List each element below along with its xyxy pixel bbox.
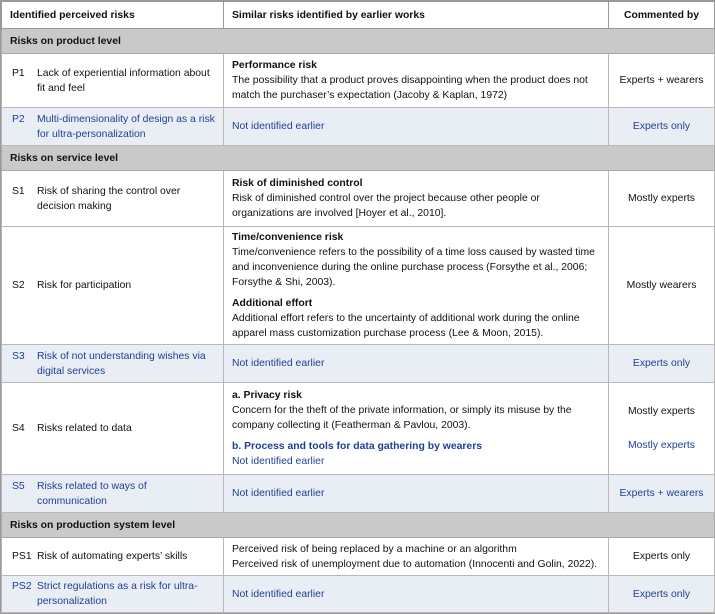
table-row xyxy=(2,475,715,513)
similar-text: Perceived risk of being replaced by a machine or an algorithm xyxy=(232,543,517,555)
similar-block xyxy=(232,296,600,341)
risk-cell xyxy=(2,171,224,227)
risk-text: Risks related to data xyxy=(37,423,132,434)
similar-text: Risk of diminished control over the project because other people or organizations are involved [Hoyer et al., 2010]. xyxy=(232,193,540,219)
section-row xyxy=(2,513,715,538)
similar-text: Not identified earlier xyxy=(224,475,609,513)
commented-by: Mostly experts xyxy=(628,440,695,451)
table-row xyxy=(2,345,715,383)
commented-by: Experts + wearers xyxy=(609,475,715,513)
similar-text: Not identified earlier xyxy=(224,108,609,146)
similar-cell xyxy=(224,171,609,227)
similar-text: The possibility that a product proves disappointing when the product does not match the purchaser’s expectation (Jacoby & Kaplan, 1972) xyxy=(232,75,588,101)
risk-text: Strict regulations as a risk for ultra-personalization xyxy=(37,581,198,607)
similar-text: Additional effort refers to the uncertainty of additional work during the online apparel mass customization purchase process (Lee & Moon, 2015). xyxy=(232,313,580,339)
commented-by: Experts only xyxy=(609,538,715,576)
similar-block xyxy=(232,439,600,469)
risk-table xyxy=(1,1,715,613)
section-title-service: Risks on service level xyxy=(2,146,715,171)
similar-title: a. Privacy risk xyxy=(232,390,302,401)
risk-text: Risk of automating experts’ skills xyxy=(37,551,188,562)
risk-cell xyxy=(2,383,224,475)
section-row xyxy=(2,29,715,54)
similar-text: Not identified earlier xyxy=(232,456,325,467)
similar-title: Performance risk xyxy=(232,60,317,71)
similar-title: b. Process and tools for data gathering by wearers xyxy=(232,441,483,452)
similar-title: Time/convenience risk xyxy=(232,232,344,243)
risk-text: Lack of experiential information about fit and feel xyxy=(37,67,210,94)
risk-cell xyxy=(2,345,224,383)
similar-cell xyxy=(224,538,609,576)
risk-text: Risk of not understanding wishes via digital services xyxy=(37,350,206,377)
risk-cell xyxy=(2,538,224,576)
similar-cell xyxy=(224,54,609,108)
similar-cell xyxy=(224,227,609,345)
similar-title: Risk of diminished control xyxy=(232,178,363,189)
risk-code: P2 xyxy=(12,113,25,125)
risk-cell xyxy=(2,227,224,345)
similar-text: Perceived risk of unemployment due to automation (Innocenti and Golin, 2022). xyxy=(232,558,598,570)
table-row xyxy=(2,171,715,227)
commented-by: Experts only xyxy=(609,576,715,613)
risk-text: Multi-dimensionality of design as a risk for ultra-personalization xyxy=(37,113,215,140)
table-header-row xyxy=(2,2,715,29)
risk-code: P1 xyxy=(12,67,25,79)
table-row xyxy=(2,54,715,108)
similar-text: Time/convenience refers to the possibility of a time loss caused by wasted time and inconvenience during the online purchase process (Forsythe et al., 2006; Forsythe & Shi, 2003). xyxy=(232,247,595,288)
risk-code: S5 xyxy=(12,480,25,492)
commented-by: Mostly experts xyxy=(609,171,715,227)
risk-cell xyxy=(2,475,224,513)
similar-title: Additional effort xyxy=(232,298,313,309)
risk-code: S4 xyxy=(12,423,25,434)
risk-cell xyxy=(2,108,224,146)
similar-text: Not identified earlier xyxy=(224,345,609,383)
table-row xyxy=(2,576,715,613)
risk-text: Risk of sharing the control over decision making xyxy=(37,185,181,212)
commented-by: Experts only xyxy=(609,108,715,146)
commented-by: Experts + wearers xyxy=(609,54,715,108)
section-title-product: Risks on product level xyxy=(2,29,715,54)
risk-code: S2 xyxy=(12,280,25,291)
section-title-production: Risks on production system level xyxy=(2,513,715,538)
table-row xyxy=(2,383,715,475)
section-row xyxy=(2,146,715,171)
risk-code: S3 xyxy=(12,350,25,362)
similar-text: Concern for the theft of the private information, or simply its misuse by the company collecting it (Featherman & Pavlou, 2003). xyxy=(232,405,572,431)
commented-stack xyxy=(609,404,714,453)
table-row xyxy=(2,538,715,576)
similar-block xyxy=(232,388,600,433)
commented-cell xyxy=(609,383,715,475)
similar-block xyxy=(232,230,600,290)
commented-by: Experts only xyxy=(609,345,715,383)
risk-text: Risk for participation xyxy=(37,280,132,291)
header-identified-risks: Identified perceived risks xyxy=(2,2,224,29)
risk-cell xyxy=(2,54,224,108)
similar-cell xyxy=(224,383,609,475)
similar-text: Not identified earlier xyxy=(224,576,609,613)
risk-code: PS2 xyxy=(12,581,32,592)
risk-cell xyxy=(2,576,224,613)
header-commented-by: Commented by xyxy=(609,2,715,29)
commented-by: Mostly experts xyxy=(628,406,695,417)
header-similar-risks: Similar risks identified by earlier works xyxy=(224,2,609,29)
table-row xyxy=(2,108,715,146)
risk-code: PS1 xyxy=(12,551,32,562)
risk-text: Risks related to ways of communication xyxy=(37,480,147,507)
table-row xyxy=(2,227,715,345)
commented-by: Mostly wearers xyxy=(609,227,715,345)
risk-code: S1 xyxy=(12,185,25,197)
